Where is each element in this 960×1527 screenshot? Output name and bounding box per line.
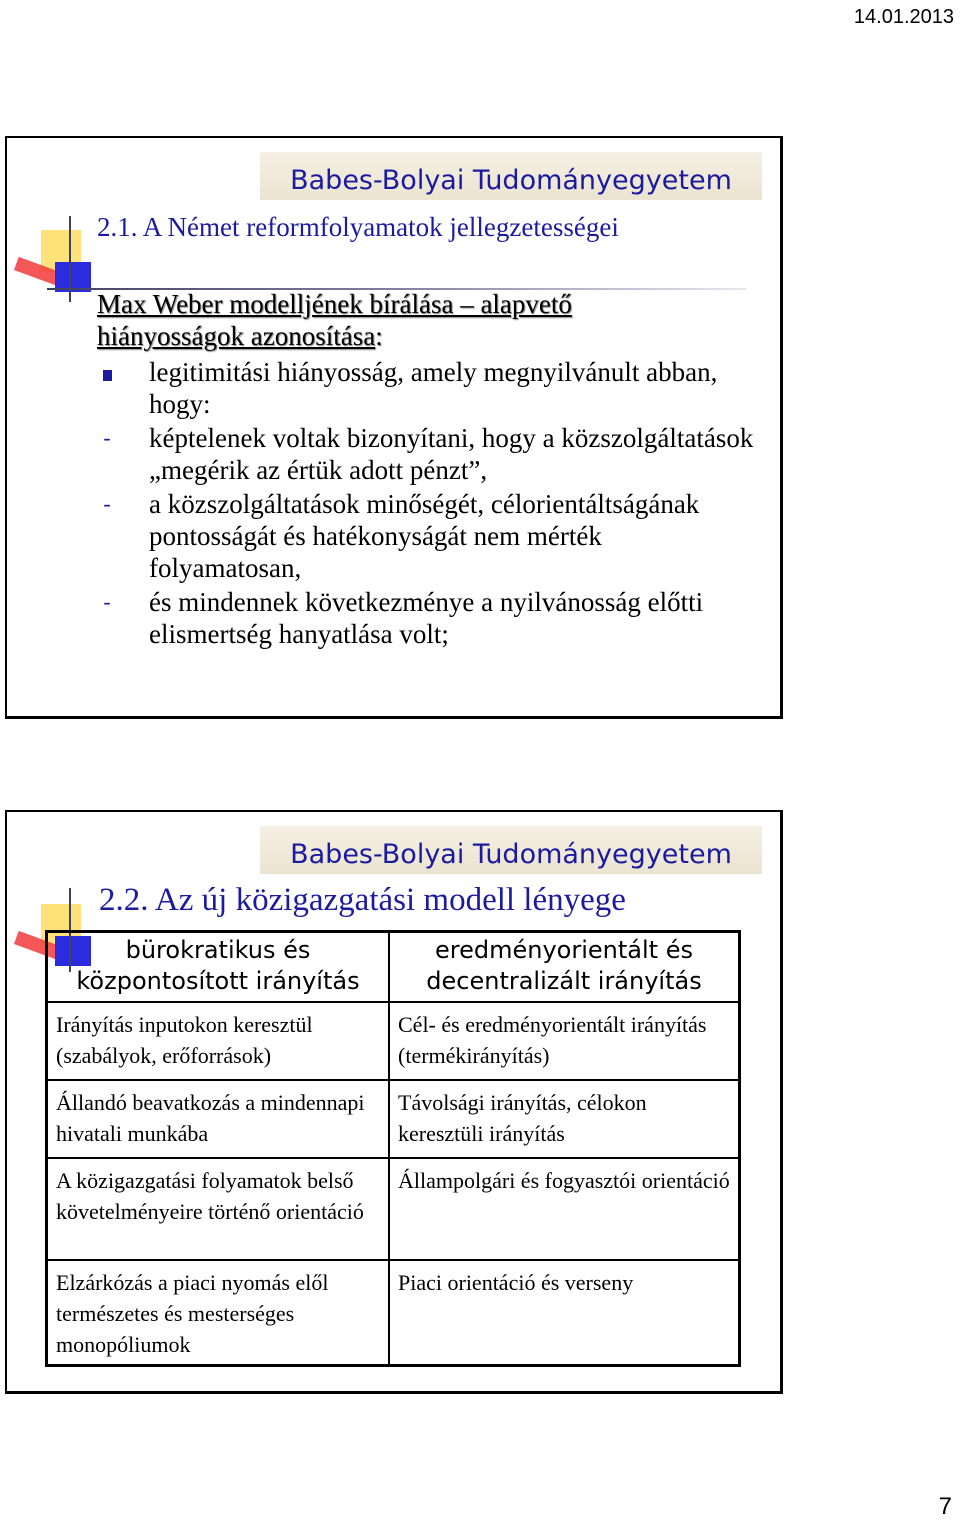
heading-line-2: hiányosságok azonosítása [97,321,376,351]
table-row [47,1002,740,1080]
slide-title: 2.1. A Német reformfolyamatok jellegzetességei [97,212,619,242]
square-bullet-icon [97,356,117,388]
table-header-cell: eredményorientált és decentralizált irányítás [389,932,740,1003]
university-header [260,152,762,200]
university-header-text: Babes-Bolyai Tudományegyetem [290,165,732,196]
table-cell: Elzárkózás a piaci nyomás elől természetes és mesterséges monopóliumok [47,1260,390,1366]
page-number: 7 [938,1493,952,1520]
table-cell: A közigazgatási folyamatok belső követelményeire történő orientáció [47,1158,390,1260]
list-item-text: legitimitási hiányosság, amely megnyilvánult abban, hogy: [149,357,718,419]
comparison-table [45,930,741,1367]
table-header-cell: bürokratikus és központosított irányítás [47,932,390,1003]
table-cell: Állandó beavatkozás a mindennapi hivatali munkába [47,1080,390,1158]
list-item [97,586,757,650]
dash-marker: - [103,589,111,614]
table-row [47,1158,740,1260]
university-header [260,826,762,874]
slide-2 [5,810,783,1394]
table-row [47,1080,740,1158]
slide-1 [5,136,783,719]
slide-content [97,288,757,650]
content-heading [97,288,757,352]
dash-marker: - [103,425,111,450]
list-item-text: képtelenek voltak bizonyítani, hogy a közszolgáltatások „megérik az értük adott pénzt”, [149,423,754,485]
table-header-row [47,932,740,1003]
heading-colon: : [375,321,383,351]
slide-title: 2.2. Az új közigazgatási modell lényege [99,882,626,918]
list-item-text: a közszolgáltatások minőségét, célorientáltságának pontosságát és hatékonyságát nem mérték folyamatosan, [149,489,700,583]
page-date: 14.01.2013 [853,6,954,28]
dash-marker: - [103,491,111,516]
heading-line-1: Max Weber modelljének bírálása – alapvető [97,289,572,319]
university-header-text: Babes-Bolyai Tudományegyetem [290,839,732,870]
list-item-text: és mindennek következménye a nyilvánosság előtti elismertség hanyatlása volt; [149,587,704,649]
table-cell: Távolsági irányítás, célokon keresztüli irányítás [389,1080,740,1158]
table-row [47,1260,740,1366]
list-item [97,488,757,584]
table-cell: Piaci orientáció és verseny [389,1260,740,1366]
table-cell: Irányítás inputokon keresztül (szabályok, erőforrások) [47,1002,390,1080]
list-item [97,422,757,486]
table-cell: Állampolgári és fogyasztói orientáció [389,1158,740,1260]
table-cell: Cél- és eredményorientált irányítás (termékirányítás) [389,1002,740,1080]
list-item [97,356,757,420]
